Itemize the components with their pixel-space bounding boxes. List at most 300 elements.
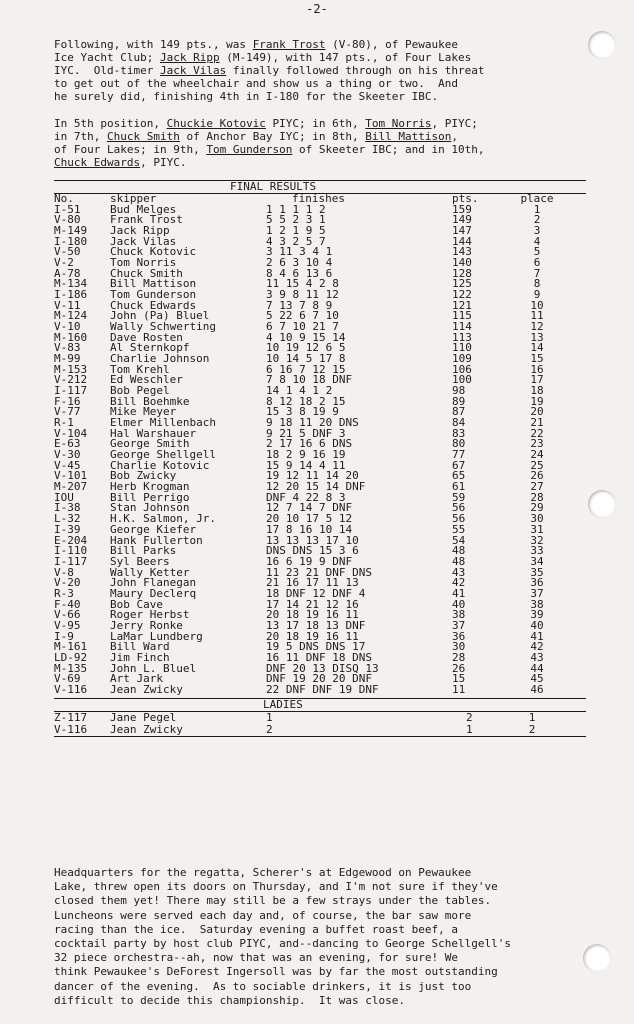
cell-skipper: Ed Weschler xyxy=(110,373,183,387)
cell-pts: 147 xyxy=(452,224,472,238)
text: , xyxy=(451,130,458,143)
cell-pts: 87 xyxy=(452,405,466,419)
cell-place: 22 xyxy=(530,426,544,440)
text: PIYC; in 6th, xyxy=(265,117,366,130)
cell-skipper: Chuck Smith xyxy=(110,266,183,280)
cell-place: 13 xyxy=(530,330,544,344)
cell-skipper: LaMar Lundberg xyxy=(110,629,203,643)
cell-place: 12 xyxy=(530,320,544,334)
cell-finishes: 5 5 2 3 1 xyxy=(266,213,326,227)
cell-skipper: Jerry Ronke xyxy=(110,618,183,632)
ladies-title: LADIES xyxy=(263,697,303,711)
cell-skipper: Bud Melges xyxy=(110,202,177,216)
cell-skipper: Bill Ward xyxy=(110,640,170,654)
cell-pts: 38 xyxy=(452,608,466,622)
cell-finishes: 1 2 1 9 5 xyxy=(266,224,326,238)
cell-finishes: 7 8 10 18 DNF xyxy=(266,373,353,387)
cell-place: 5 xyxy=(533,245,541,259)
para2-line-3 xyxy=(54,143,599,156)
cell-no: M-160 xyxy=(54,330,88,344)
cell-finishes: 10 14 5 17 8 xyxy=(266,352,346,366)
text: of Four Lakes; in 9th, xyxy=(54,143,207,156)
cell-place: 21 xyxy=(530,416,544,430)
cell-finishes: 3 9 8 11 12 xyxy=(266,288,339,302)
cell-place: 28 xyxy=(530,490,544,504)
header-pts: pts. xyxy=(452,192,479,205)
cell-no: I-186 xyxy=(54,288,88,302)
cell-finishes: 18 DNF 12 DNF 4 xyxy=(266,586,366,600)
punch-hole-middle xyxy=(588,490,616,518)
table-bottom-rule xyxy=(54,736,586,737)
cell-finishes: 8 4 6 13 6 xyxy=(266,266,333,280)
cell-no: IOU xyxy=(54,490,74,504)
table-title: FINAL RESULTS xyxy=(230,180,317,193)
cell-finishes: 16 6 19 9 DNF xyxy=(266,554,353,568)
cell-finishes: 18 2 9 16 19 xyxy=(266,448,346,462)
cell-place: 10 xyxy=(530,298,544,312)
para1-line-2 xyxy=(54,51,599,64)
cell-skipper: Hank Fullerton xyxy=(110,533,203,547)
para3-line-6: cocktail party by host club PIYC, and--dancing to George Schellgell's xyxy=(54,937,511,951)
cell-finishes: 4 10 9 15 14 xyxy=(266,330,346,344)
cell-pts: 48 xyxy=(452,544,466,558)
cell-skipper: Hal Warshauer xyxy=(110,426,197,440)
cell-finishes: 8 12 18 2 15 xyxy=(266,394,346,408)
cell-no: V-83 xyxy=(54,341,81,355)
cell-finishes: 11 23 21 DNF DNS xyxy=(266,565,372,579)
text: In 5th position, xyxy=(54,117,167,130)
cell-place: 16 xyxy=(530,362,544,376)
cell-place: 36 xyxy=(530,576,544,590)
cell-place: 32 xyxy=(530,533,544,547)
cell-skipper: Bill Parks xyxy=(110,544,177,558)
cell-pts: 128 xyxy=(452,266,472,280)
header-finishes: finishes xyxy=(292,192,345,205)
cell-skipper: John L. Bluel xyxy=(110,661,197,675)
cell-place: 37 xyxy=(530,586,544,600)
cell-skipper: Wally Schwerting xyxy=(110,320,216,334)
cell-place: 9 xyxy=(533,288,541,302)
cell-pts: 28 xyxy=(452,650,466,664)
cell-skipper: Al Sternkopf xyxy=(110,341,190,355)
cell-pts: 83 xyxy=(452,426,466,440)
cell-no: I-39 xyxy=(54,522,81,536)
cell-pts: 67 xyxy=(452,458,466,472)
skipper-name: Chuckie Kotovic xyxy=(166,117,266,130)
cell-no: LD-92 xyxy=(54,650,88,664)
intro-paragraph xyxy=(54,38,599,103)
skipper-name: Bill Mattison xyxy=(365,130,452,143)
cell-no: V-2 xyxy=(54,256,74,270)
para3-line-3: closed them yet! There may still be a few strays under the tables. xyxy=(54,894,492,908)
text: Ice Yacht Club; xyxy=(54,51,160,64)
cell-finishes: 12 20 15 14 DNF xyxy=(266,480,366,494)
cell-no: I-180 xyxy=(54,234,88,248)
standings-paragraph xyxy=(54,117,599,169)
cell-pts: 30 xyxy=(452,640,466,654)
cell-place: 38 xyxy=(530,597,544,611)
cell-finishes: DNF 4 22 8 3 xyxy=(266,490,346,504)
cell-finishes: 21 16 17 11 13 xyxy=(266,576,359,590)
cell-pts: 144 xyxy=(452,234,472,248)
ladies-body xyxy=(54,712,586,736)
cell-skipper: George Shellgell xyxy=(110,448,216,462)
cell-skipper: Jack Ripp xyxy=(110,224,170,238)
header-place: place xyxy=(520,192,554,205)
cell-no: A-78 xyxy=(54,266,81,280)
ladies-row xyxy=(54,724,586,736)
cell-pts: 84 xyxy=(452,416,466,430)
cell-finishes: 10 19 12 6 5 xyxy=(266,341,346,355)
cell-skipper: Tom Krehl xyxy=(110,362,170,376)
cell-skipper: Charlie Kotovic xyxy=(110,458,210,472)
skipper-name: Chuck Smith xyxy=(106,130,180,143)
para3-line-1: Headquarters for the regatta, Scherer's at Edgewood on Pewaukee xyxy=(54,866,472,879)
para3-line-2: Lake, threw open its doors on Thursday, and I'm not sure if they've xyxy=(54,880,498,894)
cell-pts: 149 xyxy=(452,213,472,227)
cell-no: M-153 xyxy=(54,362,88,376)
cell-skipper: Elmer Millenbach xyxy=(110,416,216,430)
cell-skipper: George Kiefer xyxy=(110,522,197,536)
cell-place: 24 xyxy=(530,448,544,462)
cell-place: 15 xyxy=(530,352,544,366)
cell-place: 18 xyxy=(530,384,544,398)
cell-skipper: Tom Gunderson xyxy=(110,288,197,302)
cell-pts: 26 xyxy=(452,661,466,675)
cell-place: 39 xyxy=(530,608,544,622)
cell-no: V-8 xyxy=(54,565,74,579)
cell-finishes: 9 18 11 20 DNS xyxy=(266,416,359,430)
cell-finishes: 22 DNF DNF 19 DNF xyxy=(266,682,379,696)
cell-finishes: 15 9 14 4 11 xyxy=(266,458,346,472)
cell-finishes: 17 14 21 12 16 xyxy=(266,597,359,611)
skipper-name: Jack Ripp xyxy=(159,51,220,64)
cell-place: 40 xyxy=(530,618,544,632)
cell-finishes: 1 1 1 1 2 xyxy=(266,202,326,216)
cell-finishes: 2 6 3 10 4 xyxy=(266,256,333,270)
cell-no: E-204 xyxy=(54,533,88,547)
cell-finishes: 20 18 19 16 11 xyxy=(266,629,359,643)
text: (M-149), with 147 pts., of Four Lakes xyxy=(219,51,472,64)
cell-skipper: Jean Zwicky xyxy=(110,722,183,736)
cell-place: 35 xyxy=(530,565,544,579)
cell-finishes: 3 11 3 4 1 xyxy=(266,245,333,259)
cell-finishes: 13 13 13 17 10 xyxy=(266,533,359,547)
cell-skipper: Art Jark xyxy=(110,672,163,686)
text: finally followed through on his threat xyxy=(226,64,485,77)
cell-place: 26 xyxy=(530,469,544,483)
cell-place: 41 xyxy=(530,629,544,643)
cell-no: M-99 xyxy=(54,352,81,366)
final-results-table xyxy=(54,180,586,737)
cell-no: M-124 xyxy=(54,309,88,323)
cell-no: V-212 xyxy=(54,373,88,387)
cell-place: 2 xyxy=(528,722,536,736)
cell-no: M-134 xyxy=(54,277,88,291)
cell-no: R-1 xyxy=(54,416,74,430)
cell-place: 25 xyxy=(530,458,544,472)
cell-pts: 125 xyxy=(452,277,472,291)
para3-line-9: dancer of the evening. As to sociable drinkers, it is just too xyxy=(54,979,472,993)
cell-skipper: Maury Declerq xyxy=(110,586,197,600)
cell-pts: 36 xyxy=(452,629,466,643)
para2-line-1 xyxy=(54,117,599,130)
para3-line-4: Luncheons were served each day and, of course, the bar saw more xyxy=(54,908,472,922)
cell-pts: 54 xyxy=(452,533,466,547)
cell-skipper: Herb Krogman xyxy=(110,480,190,494)
cell-place: 31 xyxy=(530,522,544,536)
cell-pts: 37 xyxy=(452,618,466,632)
cell-place: 23 xyxy=(530,437,544,451)
cell-skipper: Jim Finch xyxy=(110,650,170,664)
cell-pts: 77 xyxy=(452,448,466,462)
cell-skipper: Bill Mattison xyxy=(110,277,197,291)
cell-place: 14 xyxy=(530,341,544,355)
cell-no: F-16 xyxy=(54,394,81,408)
cell-pts: 59 xyxy=(452,490,466,504)
cell-skipper: Bill Boehmke xyxy=(110,394,190,408)
cell-place: 4 xyxy=(533,234,541,248)
cell-finishes: 14 1 4 1 2 xyxy=(266,384,333,398)
cell-pts: 15 xyxy=(452,672,466,686)
cell-no: M-135 xyxy=(54,661,88,675)
cell-no: I-38 xyxy=(54,501,81,515)
cell-finishes: 7 13 7 8 9 xyxy=(266,298,333,312)
para1-line-5: he surely did, finishing 4th in I-180 for the Skeeter IBC. xyxy=(54,90,439,103)
cell-skipper: Stan Johnson xyxy=(110,501,190,515)
cell-skipper: Wally Ketter xyxy=(110,565,190,579)
cell-no: V-69 xyxy=(54,672,81,686)
cell-skipper: Bob Zwicky xyxy=(110,469,177,483)
cell-no: V-116 xyxy=(54,682,88,696)
cell-skipper: H.K. Salmon, Jr. xyxy=(110,512,216,526)
cell-place: 11 xyxy=(530,309,544,323)
cell-no: V-10 xyxy=(54,320,81,334)
cell-place: 1 xyxy=(533,202,541,216)
cell-skipper: Bob Cave xyxy=(110,597,163,611)
cell-place: 46 xyxy=(530,682,544,696)
cell-place: 44 xyxy=(530,661,544,675)
cell-no: V-101 xyxy=(54,469,88,483)
cell-no: V-50 xyxy=(54,245,81,259)
cell-place: 3 xyxy=(533,224,541,238)
cell-place: 27 xyxy=(530,480,544,494)
cell-place: 29 xyxy=(530,501,544,515)
skipper-name: Tom Gunderson xyxy=(206,143,293,156)
cell-no: V-20 xyxy=(54,576,81,590)
cell-place: 6 xyxy=(533,256,541,270)
para1-line-1 xyxy=(54,38,599,51)
cell-place: 30 xyxy=(530,512,544,526)
cell-place: 20 xyxy=(530,405,544,419)
cell-no: L-32 xyxy=(54,512,81,526)
cell-finishes: 2 xyxy=(266,722,273,736)
cell-no: M-207 xyxy=(54,480,88,494)
skipper-name: Chuck Edwards xyxy=(54,156,141,169)
cell-finishes: 12 7 14 7 DNF xyxy=(266,501,353,515)
cell-place: 7 xyxy=(533,266,541,280)
cell-pts: 159 xyxy=(452,202,472,216)
cell-pts: 55 xyxy=(452,522,466,536)
cell-no: E-63 xyxy=(54,437,81,451)
cell-finishes: 15 3 8 19 9 xyxy=(266,405,339,419)
text: of Skeeter IBC; and in 10th, xyxy=(292,143,485,156)
header-skipper: skipper xyxy=(110,192,157,205)
para1-line-3 xyxy=(54,64,599,77)
cell-no: M-149 xyxy=(54,224,88,238)
skipper-name: Tom Norris xyxy=(365,117,432,130)
cell-finishes: 6 16 7 12 15 xyxy=(266,362,346,376)
cell-no: V-116 xyxy=(54,722,88,736)
cell-pts: 65 xyxy=(452,469,466,483)
para2-line-4 xyxy=(54,156,599,169)
text: , PIYC; xyxy=(431,117,478,130)
cell-place: 45 xyxy=(530,672,544,686)
text: IYC. Old-timer xyxy=(54,64,160,77)
text: , PIYC. xyxy=(140,156,187,169)
text: (V-80), of Pewaukee xyxy=(325,38,458,51)
cell-pts: 80 xyxy=(452,437,466,451)
cell-pts: 89 xyxy=(452,394,466,408)
para3-line-5: racing than the ice. Saturday evening a buffet roast beef, a xyxy=(54,922,458,936)
table-row xyxy=(54,682,586,696)
cell-finishes: 4 3 2 5 7 xyxy=(266,234,326,248)
cell-pts: 100 xyxy=(452,373,472,387)
cell-pts: 114 xyxy=(452,320,472,334)
cell-place: 1 xyxy=(528,710,536,724)
cell-pts: 109 xyxy=(452,352,472,366)
page-number: -2- xyxy=(306,2,328,16)
cell-skipper: Chuck Kotovic xyxy=(110,245,197,259)
cell-no: I-117 xyxy=(54,384,88,398)
cell-no: Z-117 xyxy=(54,710,88,724)
cell-finishes: 11 15 4 2 8 xyxy=(266,277,339,291)
cell-place: 2 xyxy=(533,213,541,227)
cell-no: R-3 xyxy=(54,586,74,600)
cell-skipper: Roger Herbst xyxy=(110,608,190,622)
cell-finishes: 20 18 19 16 11 xyxy=(266,608,359,622)
cell-pts: 122 xyxy=(452,288,472,302)
cell-finishes: DNF 19 20 20 DNF xyxy=(266,672,372,686)
cell-skipper: George Smith xyxy=(110,437,190,451)
ladies-title-row xyxy=(54,699,586,711)
cell-finishes: 6 7 10 21 7 xyxy=(266,320,339,334)
cell-place: 17 xyxy=(530,373,544,387)
cell-skipper: Frank Trost xyxy=(110,213,183,227)
cell-pts: 48 xyxy=(452,554,466,568)
cell-skipper: Tom Norris xyxy=(110,256,177,270)
cell-pts: 106 xyxy=(452,362,472,376)
cell-pts: 113 xyxy=(452,330,472,344)
cell-no: V-80 xyxy=(54,213,81,227)
cell-no: M-161 xyxy=(54,640,88,654)
cell-skipper: Bill Perrigo xyxy=(110,490,190,504)
cell-skipper: Bob Pegel xyxy=(110,384,170,398)
cell-finishes: 19 12 11 14 20 xyxy=(266,469,359,483)
cell-pts: 2 xyxy=(466,710,473,724)
cell-no: V-104 xyxy=(54,426,88,440)
cell-no: V-95 xyxy=(54,618,81,632)
cell-no: I-110 xyxy=(54,544,88,558)
cell-no: I-117 xyxy=(54,554,88,568)
cell-pts: 140 xyxy=(452,256,472,270)
cell-pts: 42 xyxy=(452,576,466,590)
cell-pts: 40 xyxy=(452,597,466,611)
cell-no: V-45 xyxy=(54,458,81,472)
cell-skipper: Charlie Johnson xyxy=(110,352,210,366)
cell-skipper: Chuck Edwards xyxy=(110,298,197,312)
cell-place: 43 xyxy=(530,650,544,664)
cell-skipper: Syl Beers xyxy=(110,554,170,568)
cell-skipper: Jean Zwicky xyxy=(110,682,183,696)
cell-finishes: 19 5 DNS DNS 17 xyxy=(266,640,366,654)
cell-place: 8 xyxy=(533,277,541,291)
cell-skipper: John Flanegan xyxy=(110,576,197,590)
cell-place: 34 xyxy=(530,554,544,568)
text: Following, with 149 pts., was xyxy=(54,38,253,51)
cell-finishes: 17 8 16 10 14 xyxy=(266,522,353,536)
cell-finishes: 16 11 DNF 18 DNS xyxy=(266,650,372,664)
cell-skipper: John (Pa) Bluel xyxy=(110,309,210,323)
ladies-row xyxy=(54,712,586,724)
cell-pts: 56 xyxy=(452,512,466,526)
cell-pts: 98 xyxy=(452,384,466,398)
cell-skipper: Jack Vilas xyxy=(110,234,177,248)
cell-no: V-77 xyxy=(54,405,81,419)
para3-line-7: 32 piece orchestra--ah, now that was an evening, for sure! We xyxy=(54,951,458,965)
skipper-name: Jack Vilas xyxy=(159,64,227,77)
cell-finishes: 1 xyxy=(266,710,273,724)
cell-place: 19 xyxy=(530,394,544,408)
cell-no: V-11 xyxy=(54,298,81,312)
cell-place: 42 xyxy=(530,640,544,654)
cell-finishes: 5 22 6 7 10 xyxy=(266,309,339,323)
para2-line-2 xyxy=(54,130,599,143)
cell-pts: 143 xyxy=(452,245,472,259)
cell-skipper: Mike Meyer xyxy=(110,405,177,419)
cell-pts: 61 xyxy=(452,480,466,494)
table-body xyxy=(54,202,586,696)
cell-no: V-30 xyxy=(54,448,81,462)
cell-skipper: Jane Pegel xyxy=(110,710,177,724)
header-no: No. xyxy=(54,192,74,205)
cell-pts: 1 xyxy=(466,722,473,736)
para1-line-4: to get out of the wheelchair and show us a thing or two. And xyxy=(54,77,458,90)
para3-line-10: difficult to decide this championship. It was close. xyxy=(54,993,405,1007)
cell-no: F-40 xyxy=(54,597,81,611)
cell-finishes: 9 21 5 DNF 3 xyxy=(266,426,346,440)
cell-finishes: 20 10 17 5 12 xyxy=(266,512,353,526)
closing-paragraph xyxy=(54,866,599,1008)
cell-finishes: 13 17 18 13 DNF xyxy=(266,618,366,632)
cell-no: I-9 xyxy=(54,629,74,643)
text: of Anchor Bay IYC; in 8th, xyxy=(179,130,366,143)
cell-pts: 121 xyxy=(452,298,472,312)
cell-place: 33 xyxy=(530,544,544,558)
skipper-name-link: Frank Trost xyxy=(252,38,326,51)
para3-line-8: think Pewaukee's DeForest Ingersoll was by far the most outstanding xyxy=(54,965,498,979)
cell-pts: 110 xyxy=(452,341,472,355)
cell-finishes: DNF 20 13 DISQ 13 xyxy=(266,661,379,675)
text: in 7th, xyxy=(54,130,107,143)
cell-pts: 56 xyxy=(452,501,466,515)
cell-skipper: Dave Rosten xyxy=(110,330,183,344)
cell-no: I-51 xyxy=(54,202,81,216)
cell-no: V-66 xyxy=(54,608,81,622)
cell-pts: 41 xyxy=(452,586,466,600)
cell-pts: 43 xyxy=(452,565,466,579)
cell-pts: 115 xyxy=(452,309,472,323)
